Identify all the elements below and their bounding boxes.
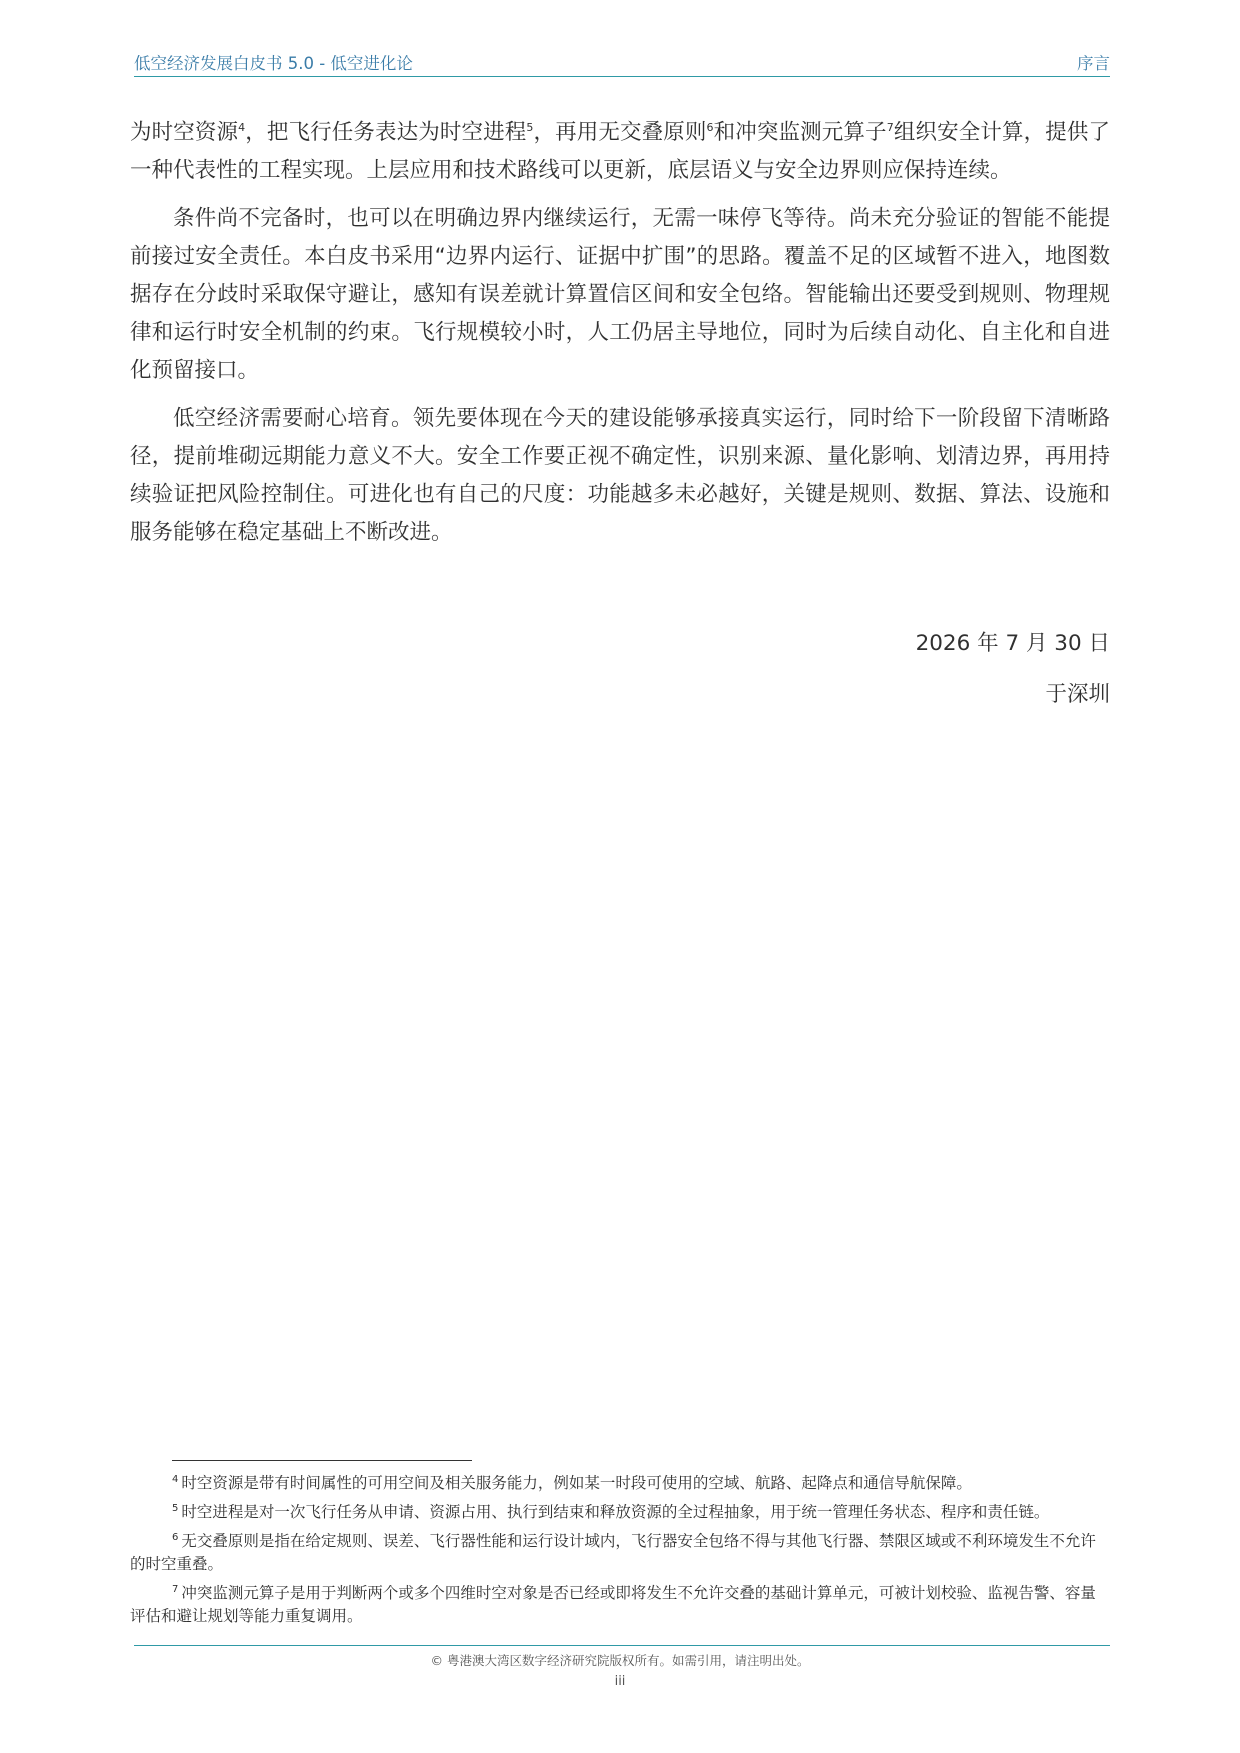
footnote-divider	[172, 1460, 472, 1461]
signoff-date: 2026 年 7 月 30 日	[915, 631, 1110, 656]
footnote-ref[interactable]: 6	[706, 121, 714, 134]
footnote-number: 4	[172, 1474, 179, 1485]
page-number: iii	[614, 1674, 626, 1689]
footnote-4	[130, 1472, 1110, 1495]
footnote-number: 5	[172, 1503, 179, 1514]
paragraph-2: 条件尚不完备时，也可以在明确边界内继续运行，无需一味停飞等待。尚未充分验证的智能不能提前接过安全责任。本白皮书采用“边界内运行、证据中扩围”的思路。覆盖不足的区域暂不进入，地图数据存在分歧时采取保守避让，感知有误差就计算置信区间和安全包络。智能输出还要受到规则、物理规律和运行时安全机制的约束。飞行规模较小时，人工仍居主导地位，同时为后续自动化、自主化和自进化预留接口。	[130, 206, 1110, 383]
footnote-number: 6	[172, 1532, 179, 1543]
text-run: ，再用无交叠原则	[533, 120, 707, 145]
signoff-place: 于深圳	[1045, 682, 1110, 707]
body-text	[130, 114, 1110, 562]
paragraph-3: 低空经济需要耐心培育。领先要体现在今天的建设能够承接真实运行，同时给下一阶段留下清晰路径，提前堆砌远期能力意义不大。安全工作要正视不确定性，识别来源、量化影响、划清边界，再用持续验证把风险控制住。可进化也有自己的尺度：功能越多未必越好，关键是规则、数据、算法、设施和服务能够在稳定基础上不断改进。	[130, 406, 1110, 545]
text-run: 为时空资源	[130, 120, 239, 145]
footnote-text: 时空资源是带有时间属性的可用空间及相关服务能力，例如某一时段可使用的空域、航路、起降点和通信导航保障。	[181, 1474, 972, 1492]
text-run: 组织安全计算，提供了一种代表性的工程实现。上层应用和技术路线可以更新，底层语义与安全边界则应保持连续。	[130, 120, 1110, 183]
footnotes	[130, 1472, 1110, 1634]
running-header	[134, 46, 1110, 77]
footnote-text: 冲突监测元算子是用于判断两个或多个四维时空对象是否已经或即将发生不允许交叠的基础计算单元，可被计划校验、监视告警、容量评估和避让规划等能力重复调用。	[130, 1584, 1096, 1625]
footnote-text: 时空进程是对一次飞行任务从申请、资源占用、执行到结束和释放资源的全过程抽象，用于统一管理任务状态、程序和责任链。	[181, 1503, 1050, 1521]
section-name: 序言	[1077, 54, 1110, 73]
footnote-text: 无交叠原则是指在给定规则、误差、飞行器性能和运行设计域内，飞行器安全包络不得与其他飞行器、禁限区域或不利环境发生不允许的时空重叠。	[130, 1532, 1096, 1573]
footnote-ref[interactable]: 7	[886, 121, 894, 134]
footnote-5	[130, 1501, 1110, 1524]
footnote-ref[interactable]: 4	[238, 121, 246, 134]
text-run: ，把飞行任务表达为时空进程	[245, 120, 527, 145]
footnote-ref[interactable]: 5	[526, 121, 534, 134]
copyright-notice: © 粤港澳大湾区数字经济研究院版权所有。如需引用，请注明出处。	[430, 1653, 810, 1668]
footnote-6	[130, 1530, 1110, 1576]
document-title: 低空经济发展白皮书 5.0 - 低空进化论	[134, 54, 413, 73]
text-run: 和冲突监测元算子	[713, 120, 887, 145]
footer-divider	[134, 1645, 1110, 1646]
paragraph-1	[130, 114, 1110, 190]
footnote-7	[130, 1582, 1110, 1628]
footnote-number: 7	[172, 1584, 179, 1595]
